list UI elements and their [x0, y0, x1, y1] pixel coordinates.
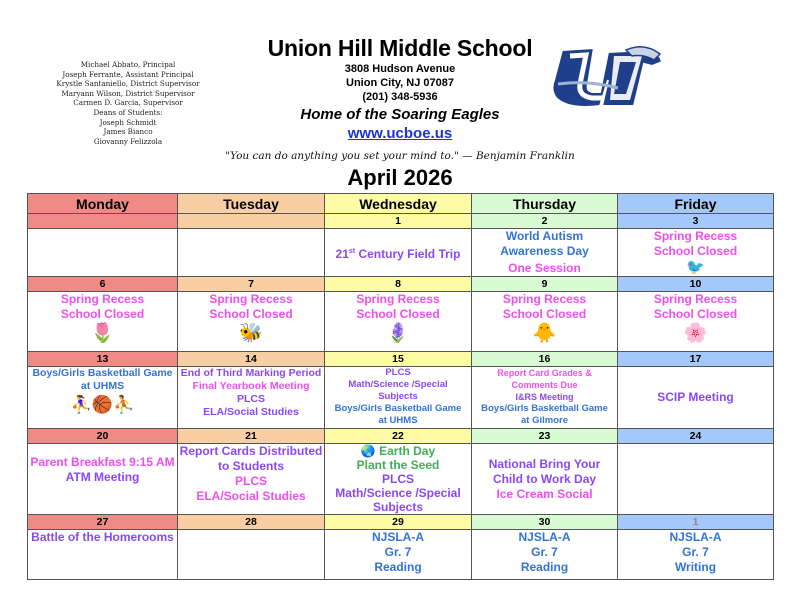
event-text: I&RS Meeting [515, 392, 574, 402]
weekday-monday: Monday [28, 194, 178, 214]
day-cell [618, 367, 774, 429]
website-link[interactable]: www.ucboe.us [347, 125, 453, 142]
motto: Home of the Soaring Eagles [300, 106, 500, 123]
event-text: Reading [374, 560, 422, 574]
date-cell: 6 [28, 277, 178, 292]
event-text: Subjects [378, 391, 418, 402]
event-text: Reading [520, 560, 569, 574]
day-cell [325, 444, 472, 515]
staff-line: James Bianco [103, 127, 153, 137]
staff-line: Joseph Schmidt [99, 117, 157, 127]
phone: (201) 348-5936 [362, 91, 438, 103]
staff-line: Michael Abbato, Principal [80, 60, 176, 69]
event-text: Subjects [372, 500, 423, 514]
school-name: Union Hill Middle School [267, 35, 533, 61]
weekday-wednesday: Wednesday [325, 194, 472, 214]
event-text: School Closed [653, 244, 738, 258]
event-text: Boys/Girls Basketball Game [334, 403, 462, 414]
date-cell: 14 [178, 352, 325, 367]
event-text: NJSLA-A [518, 530, 571, 544]
event-text: at Gilmore [521, 415, 568, 426]
hyacinth-icon: 🪻 [386, 323, 410, 344]
weekday-header-row [28, 194, 774, 214]
event-text: ELA/Social Studies [196, 489, 306, 503]
date-cell [178, 214, 325, 229]
date-cell: 10 [618, 277, 774, 292]
event-text: to Students [218, 459, 284, 473]
day-cell [472, 530, 618, 580]
day-cell [325, 367, 472, 429]
event-text: Child to Work Day [492, 471, 597, 486]
day-cell-empty [618, 444, 774, 515]
event-text: Report Card Grades & [497, 368, 592, 378]
event-text: Gr. 7 [531, 545, 558, 559]
event-text: PLCS [236, 393, 265, 405]
event-text: Final Yearbook Meeting [192, 380, 310, 392]
date-cell: 23 [472, 429, 618, 444]
staff-line: Maryann Wilson, District Supervisor [61, 88, 195, 98]
event-text: Comments Due [511, 380, 578, 390]
day-cell [28, 444, 178, 515]
event-text: Spring Recess [653, 229, 738, 243]
event-text: School Closed [60, 307, 145, 321]
date-cell: 22 [325, 429, 472, 444]
day-cell [28, 367, 178, 429]
event-text: at UHMS [378, 415, 418, 426]
weekday-tuesday: Tuesday [178, 194, 325, 214]
event-text: Battle of the Homerooms [31, 530, 174, 544]
date-row [28, 352, 774, 367]
date-cell: 29 [325, 515, 472, 530]
tulip-icon: 🌷 [90, 323, 115, 344]
date-cell: 1 [325, 214, 472, 229]
event-text: School Closed [502, 307, 587, 321]
event-text: Spring Recess [356, 292, 440, 306]
weekday-thursday: Thursday [472, 194, 618, 214]
event-text: Ice Cream Social [496, 486, 593, 501]
event-text: Report Cards Distributed [179, 444, 323, 458]
bird-icon: 🐦 [686, 259, 705, 276]
day-cell [178, 292, 325, 352]
basketball-players-icon: ⛹️‍♀️🏀⛹️ [70, 395, 135, 414]
day-cell [28, 292, 178, 352]
day-cell [472, 229, 618, 277]
event-text: 🌏 Earth Day [360, 444, 436, 458]
cherry-blossom-icon: 🌸 [683, 323, 708, 344]
day-cell [472, 444, 618, 515]
staff-line: Giovanny Felizzola [93, 136, 163, 146]
day-cell-empty [178, 229, 325, 277]
date-cell: 3 [618, 214, 774, 229]
calendar-grid [27, 193, 774, 580]
date-cell: 16 [472, 352, 618, 367]
date-cell: 2 [472, 214, 618, 229]
date-cell: 9 [472, 277, 618, 292]
event-text: PLCS [381, 472, 414, 486]
event-text: Math/Science /Special [335, 486, 461, 500]
event-text: Spring Recess [502, 292, 587, 306]
day-cell [28, 530, 178, 580]
event-text: Plant the Seed [356, 458, 440, 472]
event-text: Parent Breakfast 9:15 AM [30, 455, 175, 469]
date-cell: 17 [618, 352, 774, 367]
day-cell [618, 292, 774, 352]
events-row [28, 229, 774, 277]
event-text: National Bring Your [488, 456, 601, 471]
event-text: School Closed [653, 307, 738, 321]
date-row [28, 214, 774, 229]
event-text: Awareness Day [500, 244, 589, 258]
events-row [28, 367, 774, 429]
event-text: Gr. 7 [384, 545, 412, 559]
bee-icon: 🐝 [239, 323, 263, 344]
events-row [28, 530, 774, 580]
staff-line: Joseph Ferrante, Assistant Principal [62, 69, 194, 79]
day-cell-empty [28, 229, 178, 277]
event-text: Spring Recess [60, 292, 145, 306]
date-row [28, 515, 774, 530]
event-text: Math/Science /Special [348, 379, 448, 390]
date-cell [28, 214, 178, 229]
day-cell [178, 444, 325, 515]
event-text: NJSLA-A [669, 530, 722, 544]
event-text: Boys/Girls Basketball Game [481, 403, 608, 414]
date-cell: 1 [618, 515, 774, 530]
date-row [28, 429, 774, 444]
event-text: End of Third Marking Period [180, 367, 322, 379]
events-row [28, 292, 774, 352]
date-cell: 13 [28, 352, 178, 367]
day-cell [178, 367, 325, 429]
date-cell: 15 [325, 352, 472, 367]
day-cell-empty [178, 530, 325, 580]
day-cell [472, 367, 618, 429]
event-text: PLCS [234, 474, 267, 488]
event-text: School Closed [209, 307, 293, 321]
event-text: SCIP Meeting [657, 390, 734, 404]
event-text: Spring Recess [653, 292, 738, 306]
chick-icon: 🐥 [532, 323, 557, 344]
event-text: PLCS [385, 367, 411, 378]
event-text: NJSLA-A [371, 530, 424, 544]
event-text: ELA/Social Studies [203, 406, 299, 418]
school-header [230, 34, 570, 143]
day-cell [325, 229, 472, 277]
events-row [28, 444, 774, 515]
staff-line: Krystle Santaniello, District Supervisor [56, 79, 200, 89]
date-cell: 27 [28, 515, 178, 530]
day-cell [618, 229, 774, 277]
event-text: Spring Recess [209, 292, 293, 306]
day-cell [472, 292, 618, 352]
address-line1: 3808 Hudson Avenue [344, 63, 456, 75]
date-cell: 20 [28, 429, 178, 444]
quote: "You can do anything you set your mind to." — Benjamin Franklin [225, 150, 575, 162]
event-text: at UHMS [80, 380, 125, 392]
staff-list [28, 60, 228, 146]
staff-line: Carmen D. Garcia, Supervisor [73, 98, 183, 108]
uh-eagle-logo-icon [548, 40, 666, 116]
date-cell: 8 [325, 277, 472, 292]
day-cell [618, 530, 774, 580]
date-row [28, 277, 774, 292]
address-line2: Union City, NJ 07087 [346, 77, 454, 89]
date-cell: 24 [618, 429, 774, 444]
event-text: ATM Meeting [65, 470, 140, 484]
staff-line: Deans of Students: [93, 107, 163, 117]
event-text: One Session [508, 261, 581, 275]
event-text: Boys/Girls Basketball Game [32, 367, 173, 379]
event-text: 21st Century Field Trip [335, 246, 461, 261]
date-cell: 28 [178, 515, 325, 530]
day-cell [325, 530, 472, 580]
date-cell: 7 [178, 277, 325, 292]
event-text: Writing [674, 560, 717, 574]
event-text: Gr. 7 [682, 545, 709, 559]
month-title: April 2026 [347, 165, 453, 190]
event-text: World Autism [505, 229, 584, 243]
event-text: School Closed [356, 307, 440, 321]
date-cell: 21 [178, 429, 325, 444]
weekday-friday: Friday [618, 194, 774, 214]
date-cell: 30 [472, 515, 618, 530]
day-cell [325, 292, 472, 352]
